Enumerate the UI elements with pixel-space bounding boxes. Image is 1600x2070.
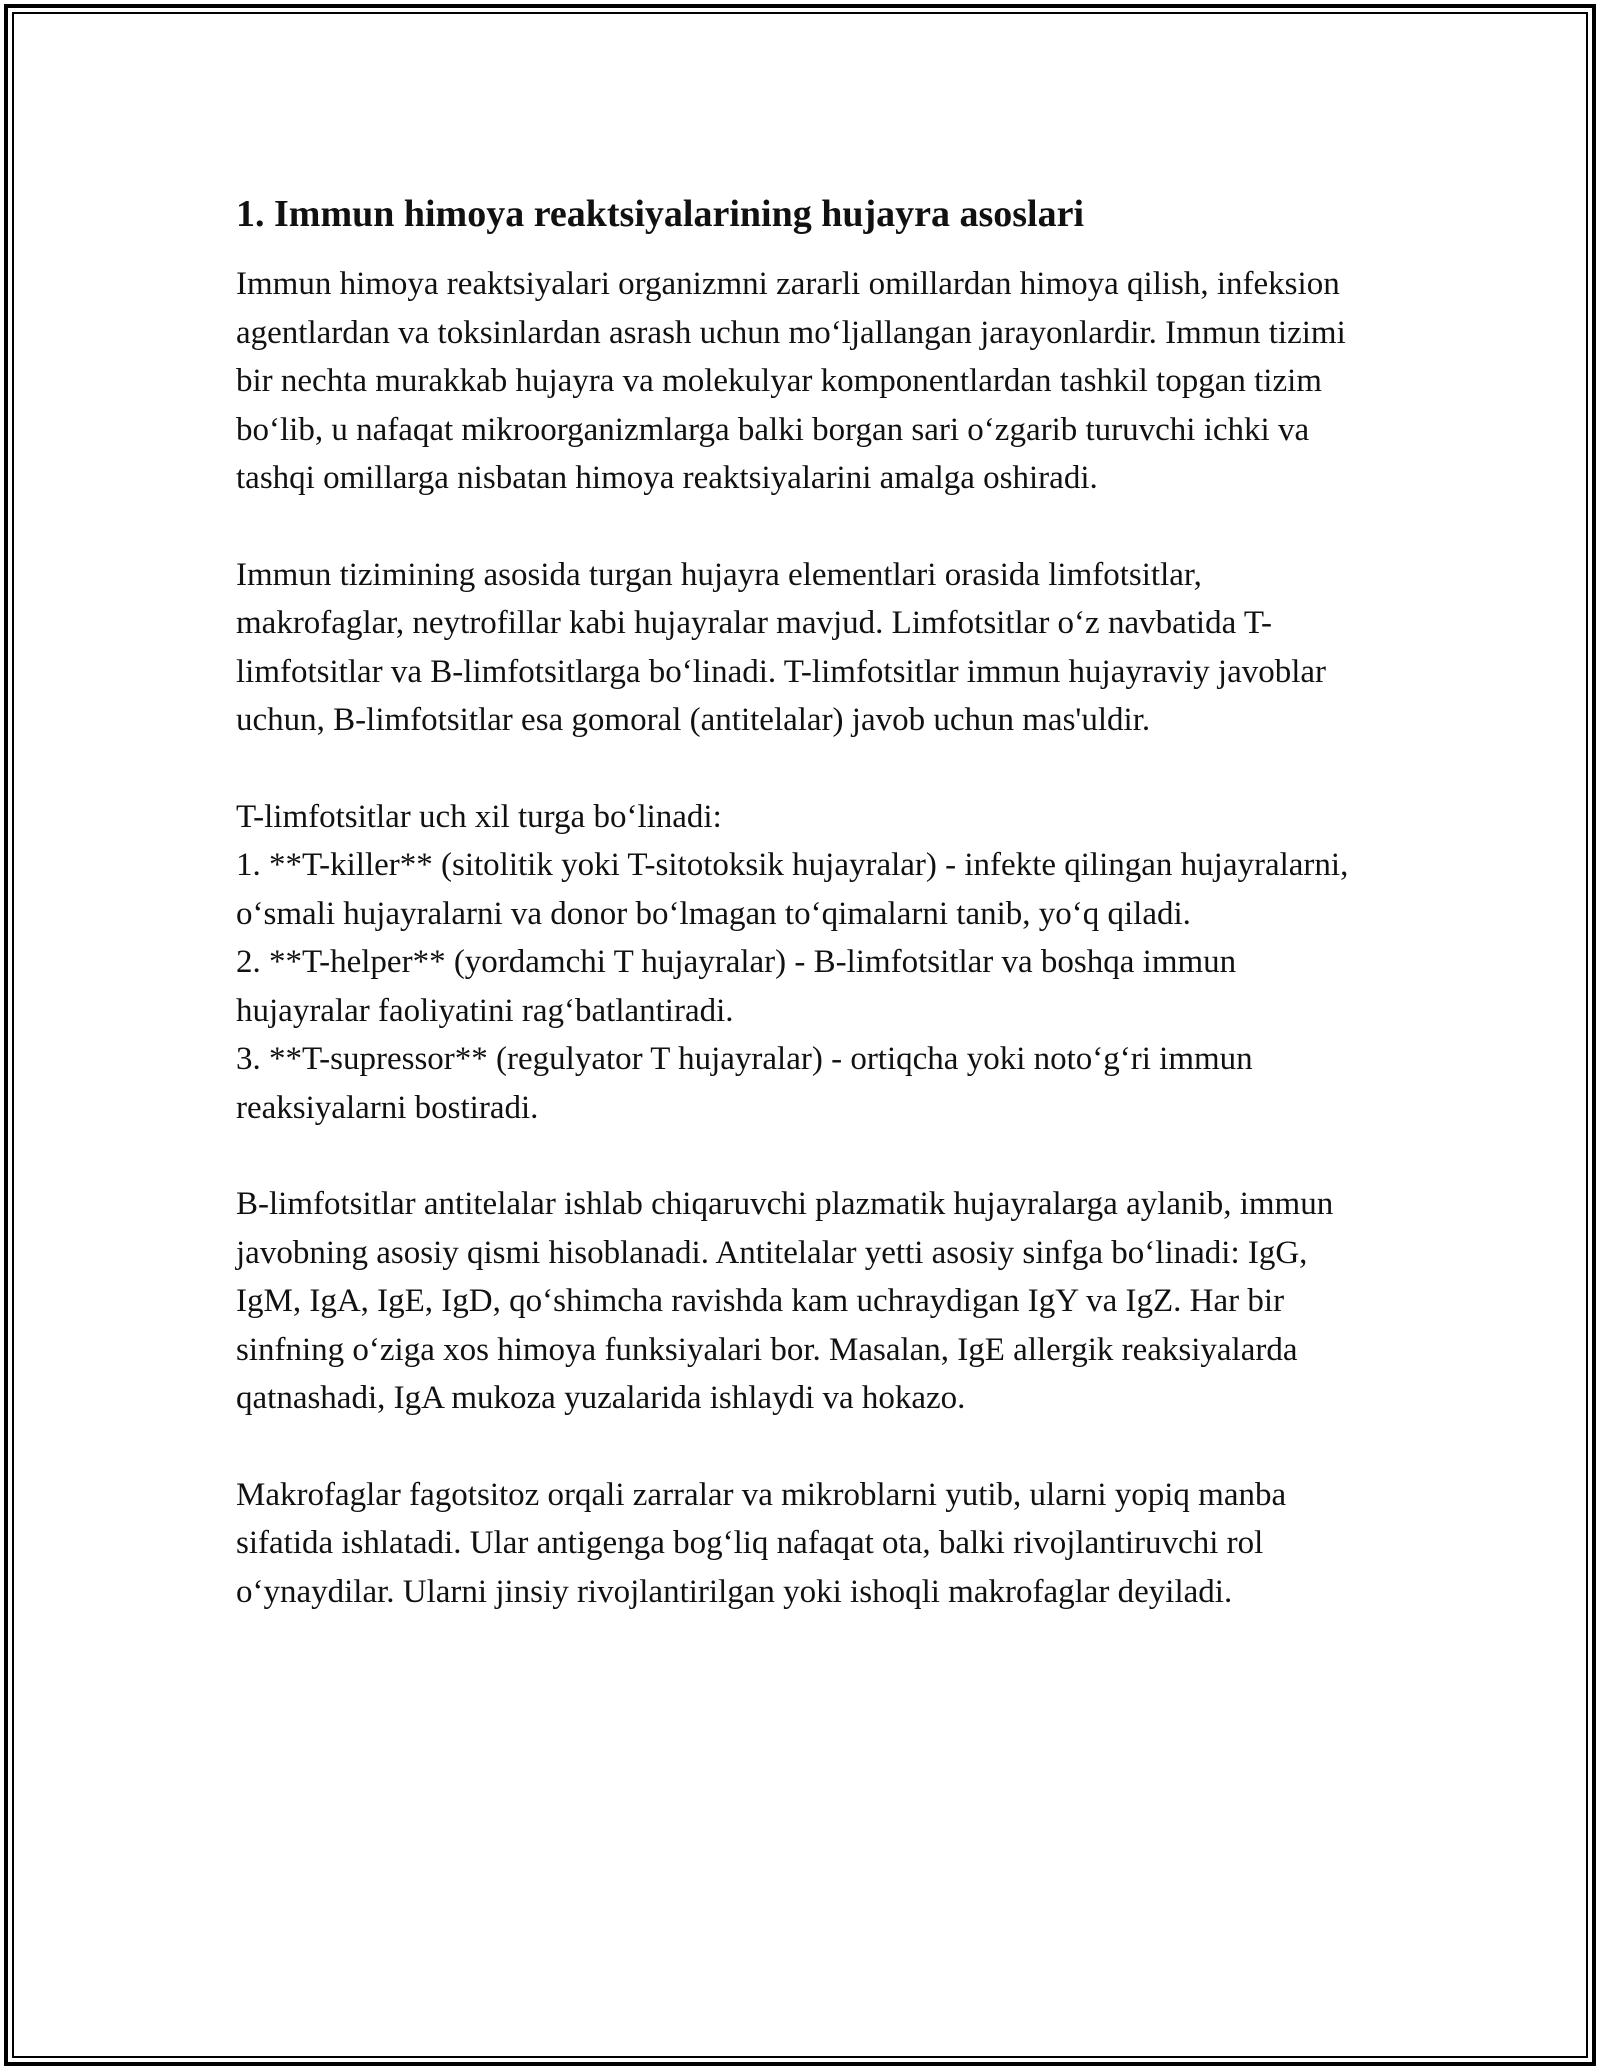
t-cell-types-list [236, 793, 1376, 1133]
section-title: 1. Immun himoya reaktsiyalarining hujayra asoslari [236, 193, 1085, 235]
document-body [236, 186, 1376, 1664]
list-item-t-killer: 1. **T-killer** (sitolitik yoki T-sitotoksik hujayralar) - infekte qilingan hujayralarni, o‘smali hujayralarni va donor bo‘lmagan to‘qimalarni tanib, yo‘q qiladi. [236, 847, 1349, 932]
list-item-t-helper: 2. **T-helper** (yordamchi T hujayralar) - B-limfotsitlar va boshqa immun hujayralar faoliyatini rag‘batlantiradi. [236, 944, 1237, 1029]
paragraph-b-lymphocytes: B-limfotsitlar antitelalar ishlab chiqaruvchi plazmatik hujayralarga aylanib, immun javobning asosiy qismi hisoblanadi. Antitelalar yetti asosiy sinfga bo‘linadi: IgG, IgM, IgA, IgE, IgD, qo‘shimcha ravishda kam uchraydigan IgY va IgZ. Har bir sinfning o‘ziga xos himoya funksiyalari bor. Masalan, IgE allergik reaksiyalarda qatnashadi, IgA mukoza yuzalarida ishlaydi va hokazo. [236, 1186, 1334, 1416]
paragraph-cell-elements: Immun tizimining asosida turgan hujayra elementlari orasida limfotsitlar, makrofaglar, neytrofillar kabi hujayralar mavjud. Limfotsitlar o‘z navbatida T-limfotsitlar va B-limfotsitlarga bo‘linadi. T-limfotsitlar immun hujayraviy javoblar uchun, B-limfotsitlar esa gomoral (antitelalar) javob uchun mas'uldir. [236, 556, 1327, 738]
paragraph-macrophages: Makrofaglar fagotsitoz orqali zarralar va mikroblarni yutib, ularni yopiq manba sifatida ishlatadi. Ular antigenga bog‘liq nafaqat ota, balki rivojlantiruvchi rol o‘ynaydilar. Ularni jinsiy rivojlantirilgan yoki ishoqli makrofaglar deyiladi. [236, 1476, 1287, 1610]
list-item-t-supressor: 3. **T-supressor** (regulyator T hujayralar) - ortiqcha yoki noto‘g‘ri immun reaksiyalarni bostiradi. [236, 1041, 1253, 1126]
paragraph-immune-reactions: Immun himoya reaktsiyalari organizmni zararli omillardan himoya qilish, infeksion agentlardan va toksinlardan asrash uchun mo‘ljallangan jarayonlardir. Immun tizimi bir nechta murakkab hujayra va molekulyar komponentlardan tashkil topgan tizim bo‘lib, u nafaqat mikroorganizmlarga balki borgan sari o‘zgarib turuvchi ichki va tashqi omillarga nisbatan himoya reaktsiyalarini amalga oshiradi. [236, 266, 1346, 496]
list-intro: T-limfotsitlar uch xil turga bo‘linadi: [236, 798, 722, 835]
